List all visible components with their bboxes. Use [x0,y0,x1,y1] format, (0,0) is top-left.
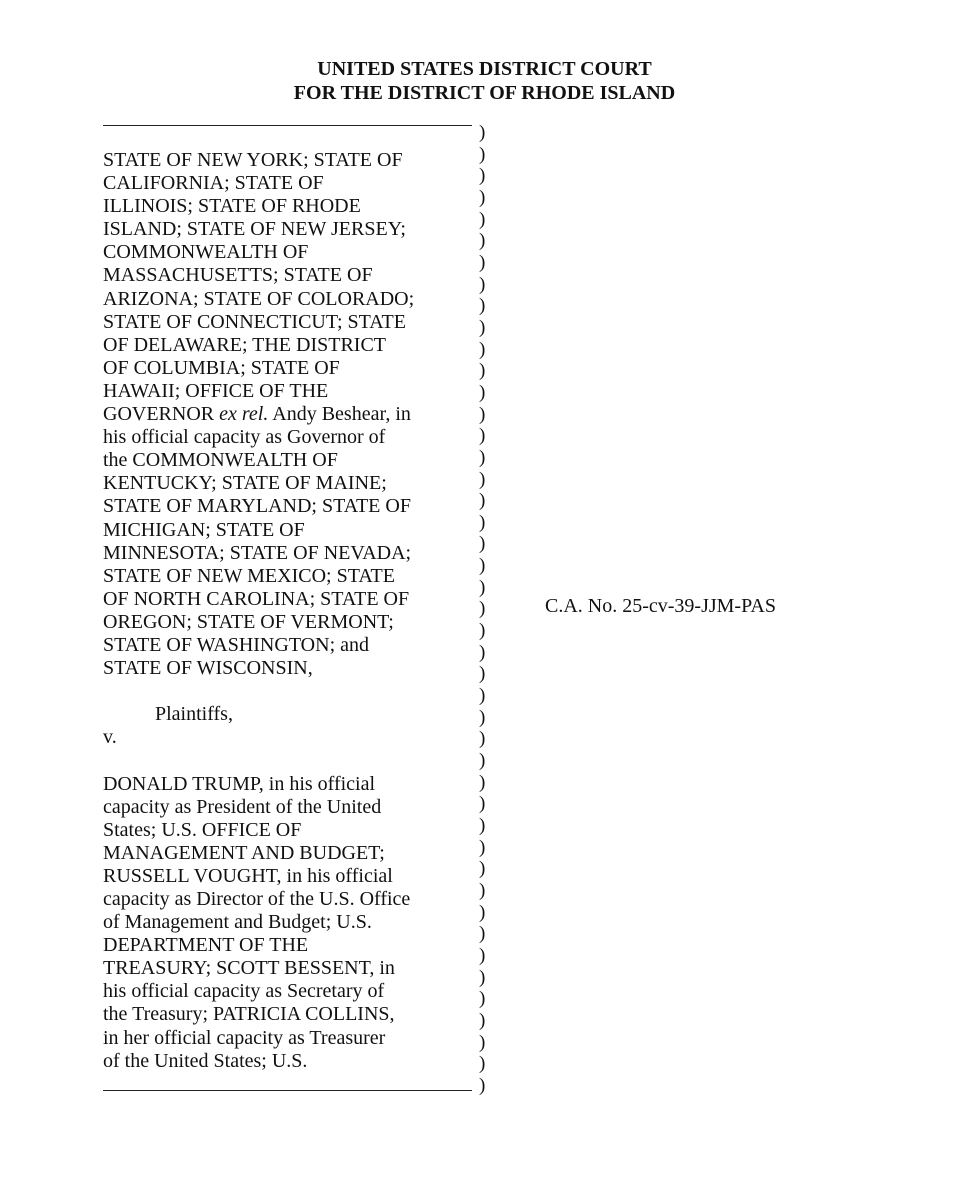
caption-paren: ) [479,901,486,923]
caption-line: STATE OF WASHINGTON; and [103,633,369,656]
caption-line: of the United States; U.S. [103,1049,308,1072]
caption-line: MICHIGAN; STATE OF [103,518,305,541]
caption-paren: ) [479,490,486,512]
caption-paren: ) [479,338,486,360]
caption-paren: ) [479,468,486,490]
caption-paren: ) [479,641,486,663]
caption-paren: ) [479,316,486,338]
caption-paren: ) [479,1009,486,1031]
plaintiffs-label: Plaintiffs, [155,703,233,726]
caption-paren: ) [479,923,486,945]
caption-paren: ) [479,273,486,295]
caption-paren: ) [479,576,486,598]
caption-paren: ) [479,663,486,685]
caption-line: CALIFORNIA; STATE OF [103,172,324,195]
caption-line: STATE OF CONNECTICUT; STATE [103,310,406,333]
caption-paren: ) [479,879,486,901]
caption-line: ISLAND; STATE OF NEW JERSEY; [103,218,406,241]
caption-line: his official capacity as Governor of [103,426,386,449]
caption-paren: ) [479,685,486,707]
caption-paren: ) [479,1053,486,1075]
caption-line: COMMONWEALTH OF [103,241,309,264]
caption-text: Andy Beshear, in [268,403,411,426]
caption-line: RUSSELL VOUGHT, in his official [103,864,393,887]
caption-paren: ) [479,815,486,836]
caption-line: ARIZONA; STATE OF COLORADO; [103,287,415,310]
caption-line: of Management and Budget; U.S. [103,911,372,934]
caption-bottom-rule [103,1090,472,1091]
caption-line: States; U.S. OFFICE OF [103,818,302,841]
caption-paren: ) [479,836,486,858]
caption-paren: ) [479,446,486,468]
caption-paren: ) [479,966,486,988]
caption-line: TREASURY; SCOTT BESSENT, in [103,957,395,980]
caption-line: MANAGEMENT AND BUDGET; [103,841,385,864]
caption-line: DONALD TRUMP, in his official [103,772,376,795]
caption-paren: ) [479,208,486,230]
caption-paren: ) [479,403,486,425]
caption-paren: ) [479,858,486,880]
caption-paren: ) [479,620,486,642]
caption-paren: ) [479,793,486,815]
case-number: C.A. No. 25-cv-39-JJM-PAS [545,595,776,617]
caption-top-rule [103,125,472,126]
case-caption [103,149,414,1073]
caption-line: MINNESOTA; STATE OF NEVADA; [103,541,412,564]
caption-paren: ) [479,122,486,143]
caption-paren: ) [479,381,486,403]
caption-paren: ) [479,728,486,750]
caption-line: the COMMONWEALTH OF [103,449,338,472]
caption-line: capacity as Director of the U.S. Office [103,888,411,910]
caption-line: STATE OF NEW MEXICO; STATE [103,564,395,587]
caption-line: ILLINOIS; STATE OF RHODE [103,195,361,218]
caption-line: OF COLUMBIA; STATE OF [103,356,340,379]
caption-line: KENTUCKY; STATE OF MAINE; [103,472,387,495]
court-name: UNITED STATES DISTRICT COURT [317,58,652,80]
caption-line: OF DELAWARE; THE DISTRICT [103,333,387,356]
caption-line: capacity as President of the United [103,795,382,818]
caption-line: the Treasury; PATRICIA COLLINS, [103,1003,395,1026]
caption-paren: ) [479,1031,486,1053]
caption-paren: ) [479,230,486,252]
caption-paren: ) [479,1074,486,1096]
caption-line: OREGON; STATE OF VERMONT; [103,610,394,633]
caption-line: HAWAII; OFFICE OF THE [103,379,329,402]
caption-paren: ) [479,706,486,728]
caption-paren: ) [479,425,486,447]
caption-paren: ) [479,988,486,1010]
caption-paren-column [479,122,485,1097]
caption-paren: ) [479,555,486,577]
ex-rel-italic: ex rel. [219,403,269,426]
caption-line: his official capacity as Secretary of [103,980,385,1003]
caption-line: OF NORTH CAROLINA; STATE OF [103,587,410,610]
caption-paren: ) [479,598,486,620]
caption-line [103,403,414,426]
caption-paren: ) [479,186,486,208]
caption-paren: ) [479,251,486,273]
caption-line: STATE OF MARYLAND; STATE OF [103,495,411,518]
caption-line: STATE OF WISCONSIN, [103,657,313,680]
versus-label: v. [103,726,117,749]
caption-paren: ) [479,750,486,772]
caption-paren: ) [479,143,486,165]
caption-text: GOVERNOR [103,403,220,426]
caption-line: STATE OF NEW YORK; STATE OF [103,149,403,171]
caption-paren: ) [479,360,486,382]
caption-paren: ) [479,295,486,317]
caption-line: in her official capacity as Treasurer [103,1026,386,1049]
caption-line: MASSACHUSETTS; STATE OF [103,264,373,287]
caption-paren: ) [479,944,486,966]
caption-line: DEPARTMENT OF THE [103,934,309,957]
caption-paren: ) [479,771,486,793]
caption-paren: ) [479,533,486,555]
caption-paren: ) [479,511,486,533]
caption-paren: ) [479,165,486,187]
court-district: FOR THE DISTRICT OF RHODE ISLAND [293,82,676,104]
